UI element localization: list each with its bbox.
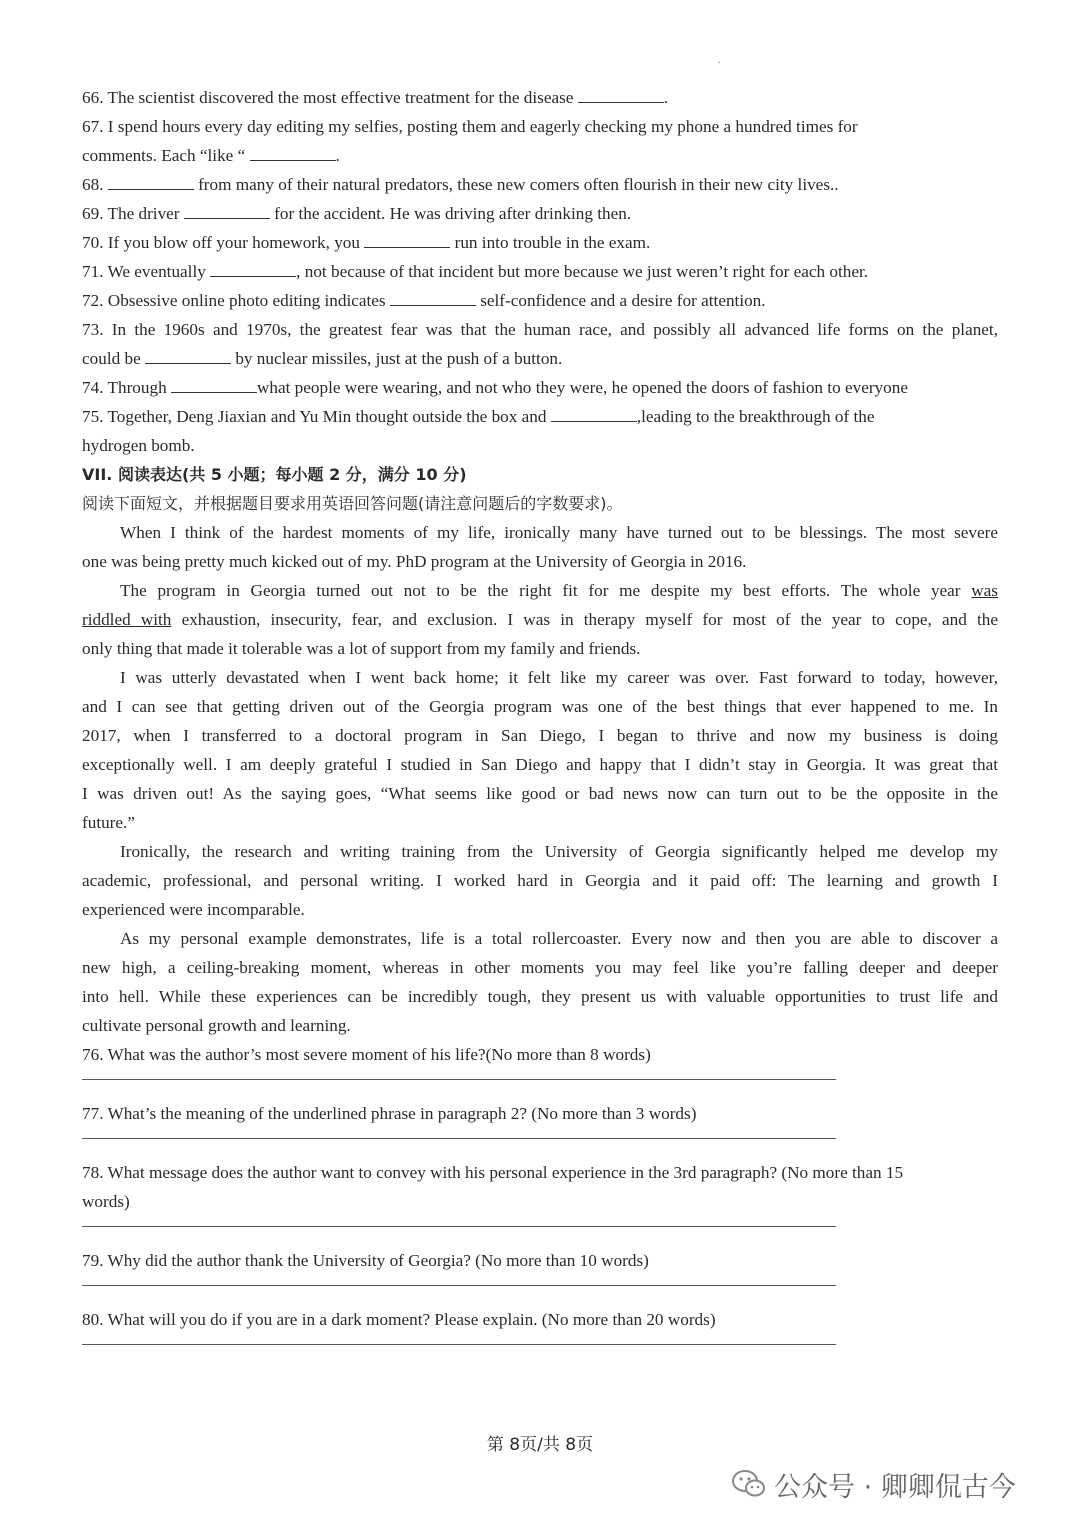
question-67-cont: comments. Each “like “ . bbox=[82, 146, 340, 165]
question-69: 69. The driver for the accident. He was driving after drinking then. bbox=[82, 204, 632, 223]
question-80: 80. What will you do if you are in a dark moment? Please explain. (No more than 20 words) bbox=[82, 1310, 716, 1329]
passage-line: As my personal example demonstrates, life is a total rollercoaster. Every now and then you are able to discover a bbox=[120, 929, 998, 948]
answer-line[interactable] bbox=[82, 1334, 836, 1345]
page-number: 第 8页/共 8页 bbox=[486, 1435, 594, 1455]
underlined-phrase: was bbox=[971, 581, 998, 600]
question-79: 79. Why did the author thank the University of Georgia? (No more than 10 words) bbox=[82, 1251, 649, 1270]
passage-line: cultivate personal growth and learning. bbox=[82, 1016, 351, 1035]
passage-line: exceptionally well. I am deeply grateful I studied in San Diego and happy that I didn’t stay in Georgia. It was great that bbox=[82, 755, 998, 774]
answer-line[interactable] bbox=[82, 1216, 836, 1227]
question-77: 77. What’s the meaning of the underlined phrase in paragraph 2? (No more than 3 words) bbox=[82, 1104, 697, 1123]
question-71: 71. We eventually , not because of that incident but more because we just weren’t right for each other. bbox=[82, 262, 869, 281]
question-67: 67. I spend hours every day editing my selfies, posting them and eagerly checking my phone a hundred times for bbox=[82, 117, 858, 136]
question-73-cont: could be by nuclear missiles, just at the push of a button. bbox=[82, 349, 563, 368]
passage-line: I was driven out! As the saying goes, “What seems like good or bad news now can turn out to be the opposite in the bbox=[82, 784, 998, 803]
underlined-phrase: riddled with bbox=[82, 610, 172, 629]
answer-blank[interactable] bbox=[210, 261, 296, 277]
answer-blank[interactable] bbox=[364, 232, 450, 248]
answer-line[interactable] bbox=[82, 1069, 836, 1080]
answer-blank[interactable] bbox=[390, 290, 476, 306]
question-74: 74. Through what people were wearing, and not who they were, he opened the doors of fashion to everyone bbox=[82, 378, 908, 397]
passage-line: into hell. While these experiences can be incredibly tough, they present us with valuable opportunities to trust life and bbox=[82, 987, 998, 1006]
wechat-icon bbox=[732, 1470, 766, 1498]
question-68: 68. from many of their natural predators, these new comers often flourish in their new city lives.. bbox=[82, 175, 839, 194]
answer-blank[interactable] bbox=[250, 145, 336, 161]
question-76: 76. What was the author’s most severe moment of his life?(No more than 8 words) bbox=[82, 1045, 651, 1064]
passage-line: one was being pretty much kicked out of my. PhD program at the University of Georgia in 2016. bbox=[82, 552, 747, 571]
question-66: 66. The scientist discovered the most effective treatment for the disease . bbox=[82, 88, 669, 107]
question-73: 73. In the 1960s and 1970s, the greatest fear was that the human race, and possibly all advanced life forms on the planet, bbox=[82, 320, 998, 339]
watermark bbox=[732, 1464, 1016, 1504]
question-72: 72. Obsessive online photo editing indicates self-confidence and a desire for attention. bbox=[82, 291, 766, 310]
passage-line: only thing that made it tolerable was a lot of support from my family and friends. bbox=[82, 639, 641, 658]
answer-blank[interactable] bbox=[184, 203, 270, 219]
watermark-text: 公众号 · 卿卿侃古今 bbox=[774, 1471, 1016, 1503]
answer-line[interactable] bbox=[82, 1128, 836, 1139]
passage-line: I was utterly devastated when I went back home; it felt like my career was over. Fast forward to today, however, bbox=[120, 668, 998, 687]
answer-blank[interactable] bbox=[578, 87, 664, 103]
question-75-cont: hydrogen bomb. bbox=[82, 436, 195, 455]
passage-line: The program in Georgia turned out not to be the right fit for me despite my best efforts. The whole year was bbox=[120, 581, 998, 600]
passage-line: riddled with exhaustion, insecurity, fear, and exclusion. I was in therapy myself for most of the year to cope, and the bbox=[82, 610, 998, 629]
passage-line: new high, a ceiling-breaking moment, whereas in other moments you may feel like you’re falling deeper and deeper bbox=[82, 958, 998, 977]
answer-blank[interactable] bbox=[145, 348, 231, 364]
passage-line: 2017, when I transferred to a doctoral program in San Diego, I began to thrive and now my business is doing bbox=[82, 726, 998, 745]
answer-blank[interactable] bbox=[551, 406, 637, 422]
passage-line: experienced were incomparable. bbox=[82, 900, 305, 919]
section-title: VII. 阅读表达(共 5 小题；每小题 2 分，满分 10 分) bbox=[82, 465, 467, 484]
passage-line: academic, professional, and personal writing. I worked hard in Georgia and it paid off: The learning and growth I bbox=[82, 871, 998, 890]
question-70: 70. If you blow off your homework, you run into trouble in the exam. bbox=[82, 233, 651, 252]
question-75: 75. Together, Deng Jiaxian and Yu Min thought outside the box and ,leading to the breakthrough of the bbox=[82, 407, 875, 426]
passage-line: Ironically, the research and writing training from the University of Georgia significantly helped me develop my bbox=[120, 842, 998, 861]
section-instruction: 阅读下面短文，并根据题目要求用英语回答问题(请注意问题后的字数要求)。 bbox=[82, 494, 623, 513]
exam-page bbox=[82, 83, 998, 1364]
answer-blank[interactable] bbox=[108, 174, 194, 190]
answer-blank[interactable] bbox=[171, 377, 257, 393]
passage-line: When I think of the hardest moments of my life, ironically many have turned out to be blessings. The most severe bbox=[120, 523, 998, 542]
passage-line: and I can see that getting driven out of the Georgia program was one of the best things that ever happened to me. In bbox=[82, 697, 998, 716]
passage-line: future.” bbox=[82, 813, 135, 832]
question-78: 78. What message does the author want to convey with his personal experience in the 3rd paragraph? (No more than 15 bbox=[82, 1163, 904, 1182]
answer-line[interactable] bbox=[82, 1275, 836, 1286]
stray-mark: . bbox=[718, 55, 721, 66]
question-78-cont: words) bbox=[82, 1192, 130, 1211]
